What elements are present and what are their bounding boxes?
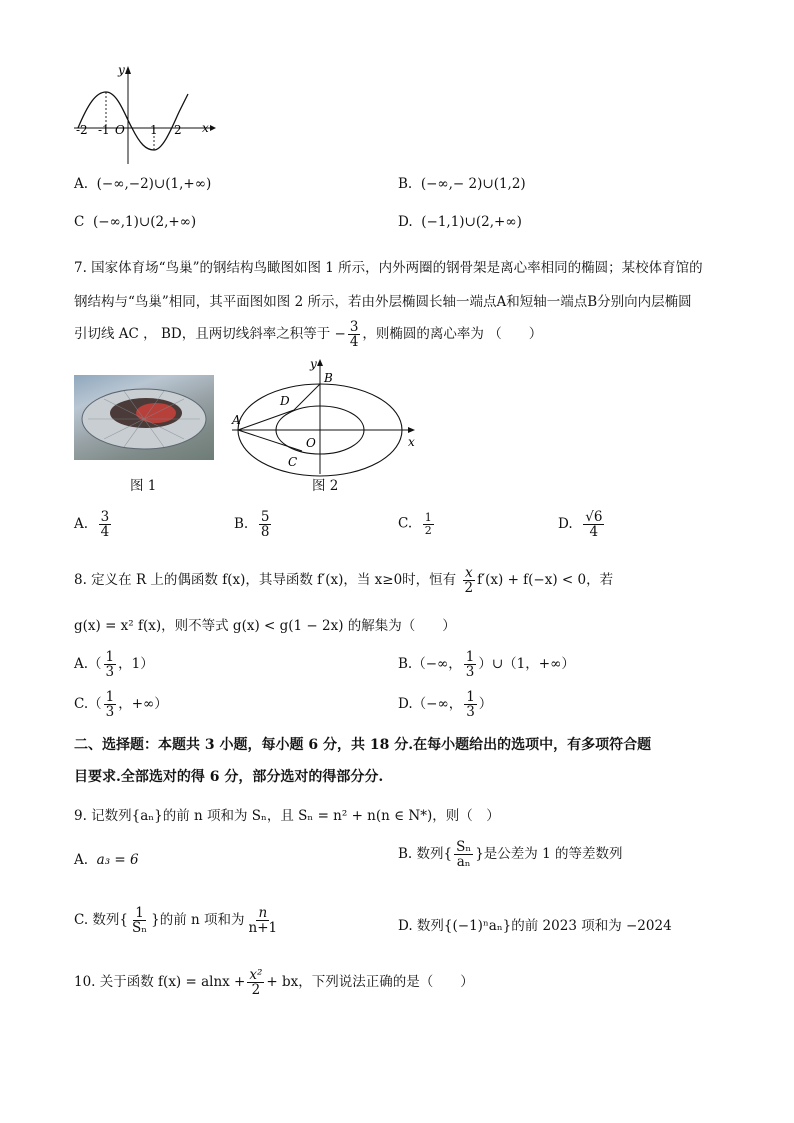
q7-line3 <box>74 320 542 349</box>
fraction-denominator: 2 <box>464 580 474 597</box>
q7-option-a[interactable] <box>74 510 113 539</box>
q9-option-d[interactable]: D. 数列{(−1)ⁿaₙ}的前 2023 项和为 −2024 <box>398 918 672 934</box>
fig1-caption: 图 1 <box>130 478 157 494</box>
q7-option-c[interactable] <box>398 512 436 536</box>
option-label: B.（−∞， <box>398 656 462 673</box>
fraction-denominator: 4 <box>100 524 110 541</box>
q9-stem: 9. 记数列{aₙ}的前 n 项和为 Sₙ，且 Sₙ = n² + n(n ∈ N*)，则（ ） <box>74 808 500 824</box>
q7-slope-fraction <box>348 320 361 349</box>
segment-AD <box>238 410 294 430</box>
q10-stem <box>74 968 474 997</box>
q8-option-c[interactable] <box>74 690 168 719</box>
q7-line1: 7. 国家体育场“鸟巢”的钢结构鸟瞰图如图 1 所示，内外两圈的钢骨架是离心率相同的椭圆；某校体育馆的 <box>74 260 703 276</box>
tick-minus1: -1 <box>98 123 110 137</box>
fraction-denominator: 3 <box>105 664 115 681</box>
q6-option-d[interactable] <box>398 214 522 230</box>
x-label: x <box>202 121 209 135</box>
option-label: C <box>74 214 85 230</box>
option-fraction-2 <box>247 906 280 935</box>
q10-fraction <box>247 968 264 997</box>
option-fraction <box>104 690 117 719</box>
option-fraction <box>104 650 117 679</box>
option-label: B. <box>234 516 249 533</box>
fraction-denominator: Sₙ <box>132 920 148 937</box>
fraction-numerator: 3 <box>100 509 110 525</box>
fraction-numerator: 5 <box>260 509 270 525</box>
option-text: (−∞,− 2)∪(1,2) <box>420 176 526 192</box>
option-tail: ）∪（1，+∞） <box>478 656 575 673</box>
curve <box>78 92 188 150</box>
q6-option-a[interactable] <box>74 176 211 192</box>
fraction-numerator: x² <box>249 967 263 983</box>
option-label: C. <box>398 515 413 532</box>
section2-heading-line2: 目要求.全部选对的得 6 分，部分选对的得部分分. <box>74 769 384 785</box>
label-C: C <box>288 455 298 469</box>
option-label: D.（−∞， <box>398 696 463 713</box>
q8-line1 <box>74 566 613 595</box>
q8-option-a[interactable] <box>74 650 154 679</box>
birds-nest-photo <box>74 375 214 460</box>
option-fraction <box>464 650 477 679</box>
y-axis-arrow <box>125 66 131 74</box>
fraction-denominator: 4 <box>349 334 359 351</box>
fraction-numerator: 1 <box>135 905 144 921</box>
option-tail: ，+∞） <box>118 696 168 713</box>
option-fraction <box>583 510 604 539</box>
q8-line1-b: f′(x) + f(−x) < 0，若 <box>477 572 614 589</box>
fraction-numerator: 1 <box>424 511 432 524</box>
option-tail: }是公差为 1 的等差数列 <box>475 846 623 863</box>
q7-option-d[interactable] <box>558 510 606 539</box>
option-text: (−∞,−2)∪(1,+∞) <box>96 176 212 192</box>
option-label: C. 数列{ <box>74 912 129 929</box>
fraction-numerator: 1 <box>105 689 115 705</box>
q10-stem-b: + bx，下列说法正确的是（ ） <box>266 974 474 991</box>
option-fraction <box>454 840 473 869</box>
fraction-numerator: 1 <box>105 649 115 665</box>
tick-minus2: -2 <box>76 123 88 137</box>
fraction-denominator: aₙ <box>456 854 471 871</box>
tick-1: 1 <box>150 123 158 137</box>
label-D: D <box>280 394 290 408</box>
option-fraction <box>423 512 434 536</box>
q9-option-b[interactable] <box>398 840 622 869</box>
option-text: a₃ = 6 <box>96 852 139 868</box>
option-label: D. <box>398 214 413 230</box>
option-text: (−∞,1)∪(2,+∞) <box>92 214 197 230</box>
fraction-numerator: 1 <box>465 649 475 665</box>
fraction-denominator: 2 <box>424 523 432 537</box>
q6-option-b[interactable] <box>398 176 526 192</box>
fraction-denominator: 4 <box>589 524 599 541</box>
y-label: y <box>118 63 125 77</box>
x-axis-arrow <box>210 125 216 131</box>
q9-option-a[interactable] <box>74 852 139 868</box>
fig2-caption: 图 2 <box>312 478 339 494</box>
option-label: A. <box>74 852 89 868</box>
option-label: D. <box>558 516 573 533</box>
option-fraction <box>99 510 112 539</box>
option-label: B. 数列{ <box>398 846 453 863</box>
option-text: (−1,1)∪(2,+∞) <box>421 214 522 230</box>
fraction-numerator: √6 <box>585 509 603 525</box>
option-mid: }的前 n 项和为 <box>151 912 245 929</box>
function-graph-figure <box>70 60 220 170</box>
fraction-denominator: 3 <box>465 664 475 681</box>
option-label: A. <box>74 516 89 533</box>
q7-line2: 钢结构与“鸟巢”相同，其平面图如图 2 所示，若由外层椭圆长轴一端点A和短轴一端点B分别向内层椭圆 <box>74 294 692 310</box>
option-tail: ，1） <box>118 656 154 673</box>
fraction-numerator: Sₙ <box>456 839 472 855</box>
label-B: B <box>324 371 333 385</box>
option-label: C.（ <box>74 696 102 713</box>
option-fraction <box>464 690 477 719</box>
option-tail: ） <box>478 696 493 713</box>
label-O: O <box>306 436 316 450</box>
y-axis-arrow <box>317 359 323 366</box>
tangent-AC <box>238 430 302 451</box>
q7-line3-b: ，则椭圆的离心率为 （ ） <box>362 326 543 343</box>
option-label: A. <box>74 176 89 192</box>
fraction-denominator: n+1 <box>248 920 278 937</box>
tick-2: 2 <box>174 123 182 137</box>
fraction-denominator: 3 <box>466 704 475 721</box>
option-label: A.（ <box>74 656 102 673</box>
q7-line3-a: 引切线 AC ， BD，且两切线斜率之积等于 − <box>74 326 346 343</box>
option-label: B. <box>398 176 413 192</box>
q10-stem-a: 10. 关于函数 f(x) = alnx + <box>74 974 246 991</box>
fraction-denominator: 8 <box>260 524 270 541</box>
origin-label: O <box>115 123 125 137</box>
x-axis-arrow <box>408 427 415 433</box>
q6-option-c[interactable] <box>74 214 196 230</box>
fraction-denominator: 2 <box>251 982 261 999</box>
q9-option-c[interactable] <box>74 906 281 935</box>
q8-line2: g(x) = x² f(x)，则不等式 g(x) < g(1 − 2x) 的解集为（ ） <box>74 618 456 634</box>
q8-option-b[interactable] <box>398 650 575 679</box>
q7-option-b[interactable] <box>234 510 273 539</box>
label-x: x <box>408 435 415 449</box>
fraction-numerator: 3 <box>349 319 359 335</box>
section2-heading-line1: 二、选择题：本题共 3 小题，每小题 6 分，共 18 分.在每小题给出的选项中，有多项符合题 <box>74 737 652 753</box>
q8-option-d[interactable] <box>398 690 492 719</box>
q8-fraction <box>462 566 475 595</box>
fraction-denominator: 3 <box>105 704 115 721</box>
ellipse-figure <box>228 356 422 478</box>
option-fraction <box>259 510 272 539</box>
label-A: A <box>232 413 241 427</box>
label-y: y <box>310 357 317 371</box>
fraction-numerator: n <box>258 905 268 921</box>
fraction-numerator: 1 <box>466 689 475 705</box>
fraction-numerator: x <box>464 565 473 581</box>
q8-line1-a: 8. 定义在 R 上的偶函数 f(x)，其导函数 f′(x)，当 x≥0时，恒有 <box>74 572 457 589</box>
option-fraction <box>130 906 149 935</box>
